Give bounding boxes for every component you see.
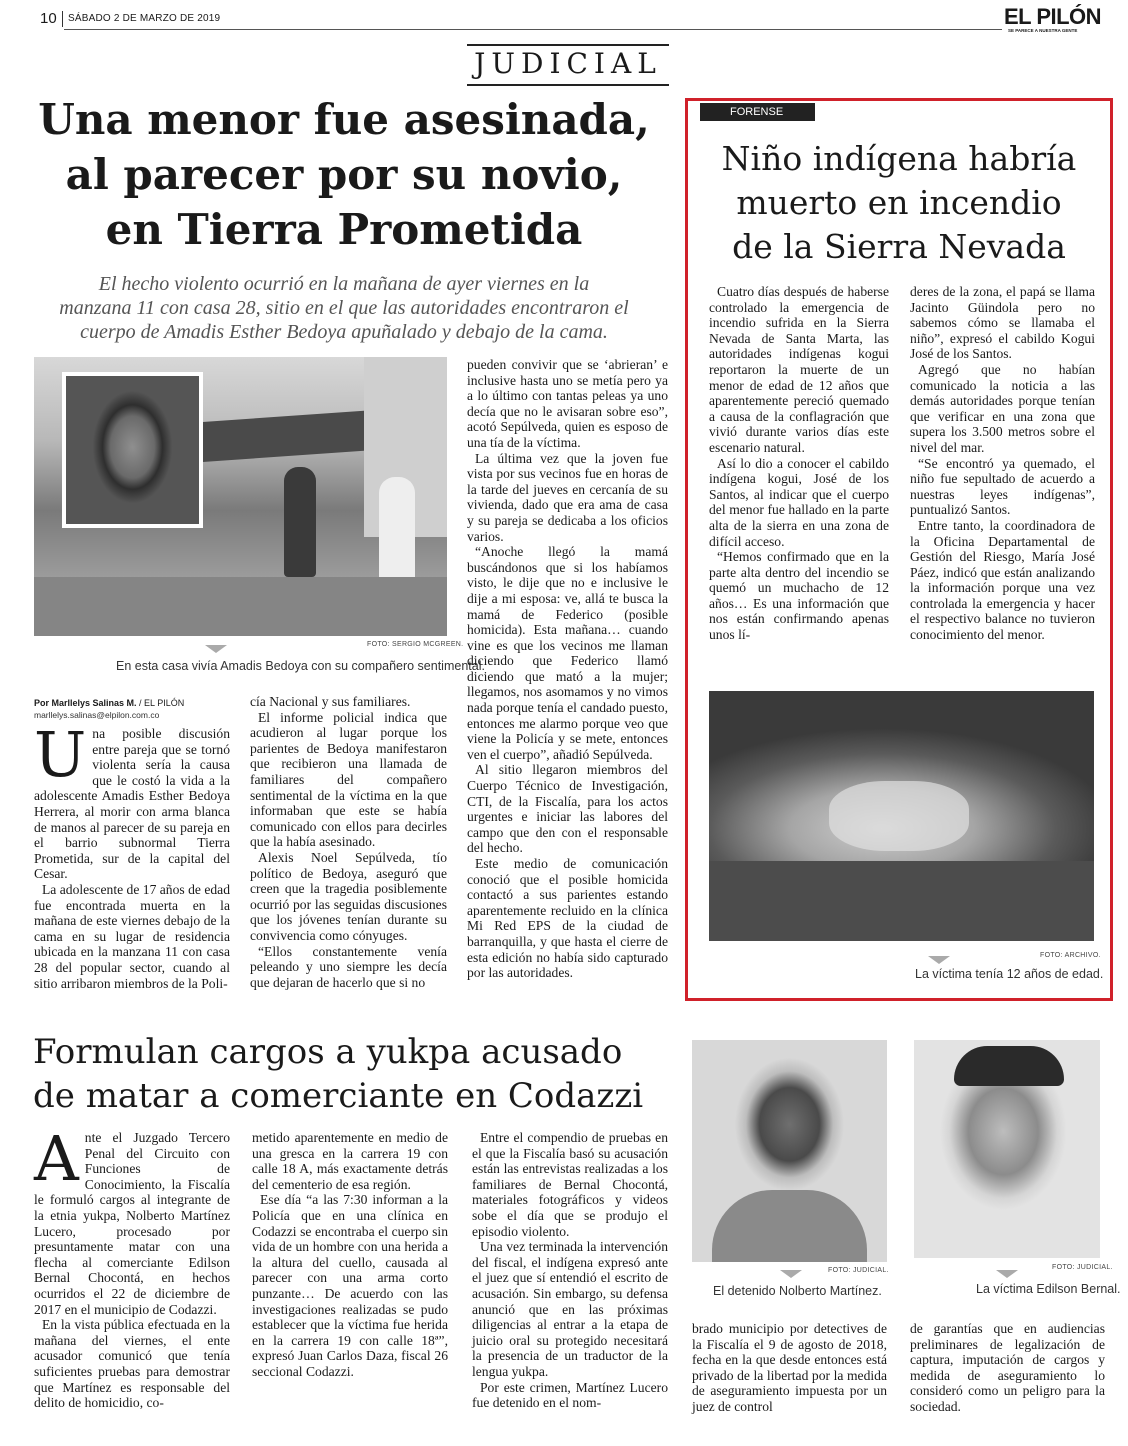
headline-line: muerto en incendio <box>736 183 1062 222</box>
newspaper-logo: EL PILÓN <box>1004 4 1102 29</box>
drop-cap: A <box>34 1122 79 1195</box>
byline-email: marllelys.salinas@elpilon.com.co <box>34 710 160 720</box>
paragraph: cía Nacional y sus familiares. <box>250 694 411 709</box>
paragraph: Así lo dio a conocer el cabildo indígena kogui, José de los Santos, al indicar que el cuerpo del menor fue hallado en la parte alta de la sierra en una zona de difícil acceso. <box>709 455 889 549</box>
paragraph: Al sitio llegaron miembros del Cuerpo Técnico de Investigación, CTI, de la Fiscalía, para los actos urgentes e iniciar las labores del campo que den con el responsable del hecho. <box>467 762 668 856</box>
caption-arrow-icon <box>205 645 227 653</box>
paragraph: metido aparentemente en medio de una gresca en la carrera 19 con calle 18 A, más exactamente detrás del cementerio de esa región. <box>252 1130 448 1192</box>
paragraph: Por este crimen, Martínez Lucero fue detenido en el nom- <box>472 1379 668 1411</box>
ground <box>34 577 447 636</box>
header-divider <box>62 11 63 27</box>
headline-line: Niño indígena habría <box>721 139 1077 178</box>
portrait-image <box>66 376 199 524</box>
paragraph: Agregó que no habían comunicado la noticia a las demás autoridades porque tenían que verificar en una zona que supera los 3.500 metros sobre el nivel del mar. <box>910 361 1095 455</box>
clearing <box>829 781 969 851</box>
dek-line: El hecho violento ocurrió en la mañana de ayer viernes en la <box>98 273 590 295</box>
photo-caption: El detenido Nolberto Martínez. <box>713 1284 882 1298</box>
paragraph: de garantías que en audiencias preliminares de legalización de captura, imputación de cargos y medida de aseguramiento lo consideró como un peligro para la sociedad. <box>910 1321 1105 1414</box>
photo-credit: FOTO: ARCHIVO. <box>1040 952 1101 959</box>
photo-caption: La víctima Edilson Bernal. <box>976 1282 1121 1296</box>
page-date: SÁBADO 2 DE MARZO DE 2019 <box>68 13 221 24</box>
paragraph: “Anoche llegó la mamá buscándonos que si los habíamos visto, le dije que no e inclusive le dije a mi esposa: ve, allá te busca la mamá de Federico (posible homicida). Esta mañana… cuando vine es que los vecinos me llaman diciendo que Federico llamó diciendo que mató a la mujer; llegamos, nos asomamos y no vimos nada porque tenía el candado puesto, entonces me alarmo porque veo que viene la Policía y se mete, entonces ven el cuerpo”, añadió Sepúlveda. <box>467 544 668 762</box>
page-header <box>0 0 1128 32</box>
suspect-photo <box>692 1040 887 1262</box>
headline-line: de la Sierra Nevada <box>732 227 1066 266</box>
paragraph: pueden convivir que se ‘abrieran’ e inclusive hasta uno se metía pero ya a lo último con tantas peleas ya uno decía que no le avisaran sobre eso”, acotó Sepúlveda, quien es esposo de una tía de la víctima. <box>467 357 668 450</box>
section-title-text: JUDICIAL <box>474 47 662 80</box>
paragraph: deres de la zona, el papá se llama Jacinto Güindola pero no sabemos cómo se llamaba el niño”, expresó el cabildo Kogui José de los Santos. <box>910 284 1095 362</box>
bottom-column-5 <box>910 1321 1105 1415</box>
drop-cap: U <box>34 718 87 791</box>
victim-photo <box>914 1040 1100 1258</box>
paragraph: brado municipio por detectives de la Fiscalía el 9 de agosto de 2018, fecha en la que desde entonces está privado de la libertad por la medida de aseguramiento impuesta por un juez de control <box>692 1321 887 1414</box>
main-column-1 <box>34 718 230 991</box>
shoulders <box>712 1190 867 1262</box>
paragraph: Ese día “a las 7:30 informan a la Policía que en una clínica en Codazzi se encontraba el cuerpo sin vida de un hombre con una herida a la altura del cuello, causada al parecer con una arma corto punzante… De acuerdo con las investigaciones realizadas se pudo establecer que la víctima fue herida en la carrera 19 con calle 18ª”, expresó Juan Carlos Daza, fiscal 26 seccional Codazzi. <box>252 1192 448 1379</box>
byline-outlet: / EL PILÓN <box>136 698 185 708</box>
bottom-headline <box>33 1030 683 1118</box>
hair <box>954 1046 1064 1086</box>
headline-line: de matar a comerciante en Codazzi <box>33 1076 644 1116</box>
bottom-column-3 <box>472 1130 668 1411</box>
forest <box>709 861 1094 941</box>
side-column-2 <box>910 284 1095 643</box>
paragraph: Alexis Noel Sepúlveda, tío político de Bedoya, aseguró que creen que la tragedia posiblemente ocurrió por las seguidas discusiones que los jóvenes tenían durante su convivencia como cónyuges. <box>250 849 447 943</box>
aerial-photo <box>709 691 1094 941</box>
photo-caption: En esta casa vivía Amadis Bedoya con su compañero sentimental. <box>116 659 485 673</box>
headline-line: al parecer por su novio, <box>65 150 623 199</box>
header-rule <box>64 29 1002 30</box>
main-headline <box>14 92 674 257</box>
side-headline <box>696 137 1102 269</box>
page-number: 10 <box>40 10 57 27</box>
headline-line: Una menor fue asesinada, <box>38 95 650 144</box>
paragraph: La adolescente de 17 años de edad fue encontrada muerta en la mañana de este viernes debajo de la cama en su lugar de residencia ubicada en la manzana 11 con casa 28 del popular sector, cuando al sitio arribaron miembros de la Poli- <box>34 881 230 991</box>
paragraph: nte el Juzgado Tercero Penal del Circuito con Funciones de Conocimiento, la Fiscalía le formuló cargos al integrante de la etnia yukpa, Nolberto Martínez Lucero, procesado por presuntamente matar con una flecha al comerciante Edilson Bernal Chocontá, en hechos ocurridos el 22 de diciembre de 2017 en el municipio de Codazzi. <box>34 1130 230 1317</box>
paragraph: “Se encontró ya quemado, el niño fue sepultado de acuerdo a nuestras leyes indígenas”, puntualizó Santos. <box>910 455 1095 518</box>
photo-credit: FOTO: JUDICIAL. <box>1052 1264 1113 1271</box>
caption-arrow-icon <box>928 956 950 964</box>
bottom-column-4 <box>692 1321 887 1415</box>
paragraph: Cuatro días después de haberse controlado la emergencia de incendio sufrida en la Sierra Nevada de Santa Marta, las autoridades indígenas kogui reportaron la muerte de un menor de edad de 12 años que aparentemente pereció quemado a causa de la conflagración que vivió durante varios días este escenario natural. <box>709 284 889 455</box>
byline-author: Por Marllelys Salinas M. <box>34 698 137 708</box>
logo-tagline: SE PARECE A NUESTRA GENTE <box>1008 28 1078 33</box>
paragraph: na posible discusión entre pareja que se tornó violenta sería la causa que le costó la vida a la adolescente Amadis Esther Bedoya Herrera, al morir con arma blanca de manos al parecer de su pareja en el barrio subnormal Tierra Prometida, sur de la capital del Cesar. <box>34 726 230 882</box>
paragraph: La última vez que la joven fue vista por sus vecinos fue en horas de la tarde del jueves en cercanía de su vivienda, dado que era ama de casa y su pareja se dedicaba a los oficios varios. <box>467 450 668 544</box>
victim-portrait <box>62 372 203 528</box>
dek-line: manzana 11 con casa 28, sitio en el que las autoridades encontraron el <box>59 297 629 319</box>
main-dek <box>20 272 668 344</box>
section-tag-text: FORENSE <box>730 106 784 118</box>
photo-credit: FOTO: SERGIO MCGREEN. <box>367 641 464 648</box>
section-tag <box>700 103 815 121</box>
paragraph: Una vez terminada la intervención del fiscal, el indígena expresó ante el juez que sí entendió el escrito de acusación. Sin embargo, su defensa anunció que en las próximas diligencias al entrar a la etapa de juicio oral su protegido necesitará la presencia de un traductor de la lengua yukpa. <box>472 1239 668 1379</box>
main-column-3 <box>467 357 668 981</box>
side-column-1 <box>709 284 889 643</box>
section-title <box>467 44 669 86</box>
dek-line: cuerpo de Amadis Esther Bedoya apuñalado y debajo de la cama. <box>80 321 608 343</box>
paragraph: En la vista pública efectuada en la mañana del viernes, el ente acusador comunicó que tenía suficientes pruebas para demostrar que Martínez es responsable del delito de homicidio, co- <box>34 1317 230 1411</box>
paragraph: Entre tanto, la coordinadora de la Oficina Departamental de Gestión del Riesgo, María José Páez, indicó que están analizando la información porque una vez controlada la emergencia y hacer el respectivo balance no tuvieron conocimiento del menor. <box>910 517 1095 643</box>
caption-arrow-icon <box>780 1270 802 1278</box>
paragraph: Entre el compendio de pruebas en el que la Fiscalía basó su acusación están las entrevistas realizadas a los familiares de Bernal Chocontá, materiales fotográficos y videos sobe el día que se produjo el episodio violento. <box>472 1130 668 1239</box>
paragraph: El informe policial indica que acudieron al lugar porque los parientes de Bedoya manifestaron que recibieron una llamada de familiares del compañero sentimental de la víctima en la que informaban que este se había comunicado con ellos para decirles que la había asesinado. <box>250 709 447 850</box>
paragraph: Este medio de comunicación conoció que el posible homicida contactó a sus parientes estando aparentemente recluido en la clínica Mi Red EPS de la ciudad de barranquilla, y que hasta el cierre de esta edición no había sido capturado por las autoridades. <box>467 856 668 981</box>
side-story-box <box>685 98 1113 1001</box>
caption-arrow-icon <box>996 1270 1018 1278</box>
main-column-2 <box>250 694 447 990</box>
photo-caption: La víctima tenía 12 años de edad. <box>915 967 1104 981</box>
bottom-column-1 <box>34 1122 230 1411</box>
person-figure <box>284 467 316 577</box>
headline-line: Formulan cargos a yukpa acusado <box>33 1032 623 1072</box>
paragraph: “Ellos constantemente venía peleando y uno siempre les decía que dejaran de hacerlo que si no <box>250 943 447 990</box>
headline-line: en Tierra Prometida <box>105 205 583 254</box>
paragraph: “Hemos confirmado que en la parte alta dentro del incendio se quemó un muchacho de 12 años… Es una información que nos están confirmando apenas unos lí- <box>709 549 889 643</box>
photo-credit: FOTO: JUDICIAL. <box>828 1267 889 1274</box>
bottom-column-2 <box>252 1130 448 1380</box>
